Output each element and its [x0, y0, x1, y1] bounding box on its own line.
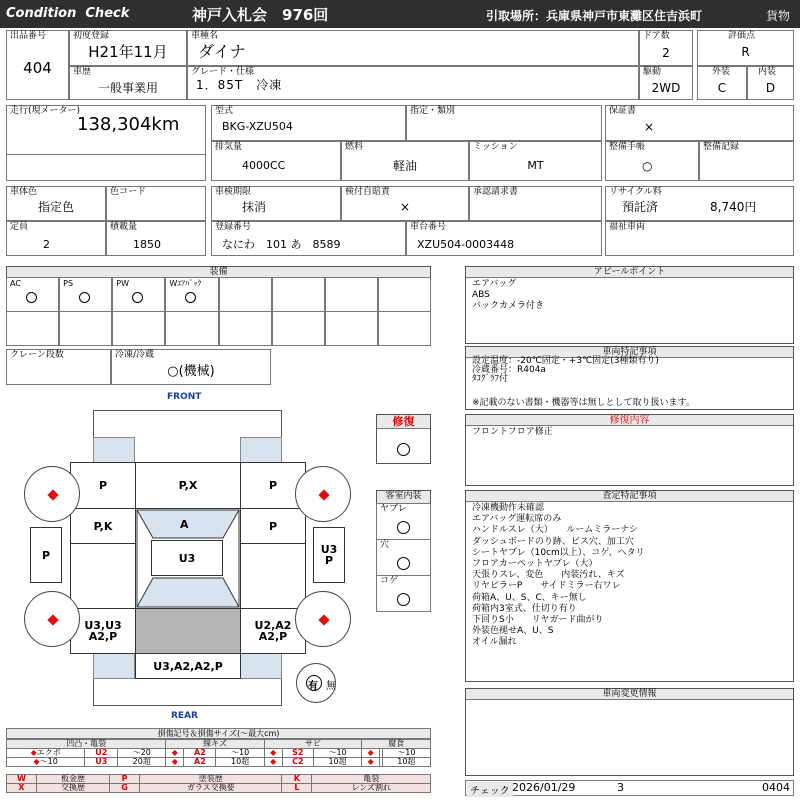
cabin-item: [376, 503, 431, 540]
repair-title: 修復: [377, 415, 430, 429]
legend-marker: ◆: [264, 758, 282, 767]
equipment-slot: [165, 277, 218, 312]
equipment-label: PW: [116, 279, 129, 288]
legend-code: L: [282, 784, 312, 793]
note-line: オイル漏れ: [472, 637, 517, 648]
panel-right-front-door[interactable]: P: [240, 508, 306, 544]
appeal-panel: [465, 266, 794, 344]
eval-score: R: [741, 45, 750, 59]
panel-right-mid[interactable]: [240, 543, 306, 609]
check-code: 0404: [762, 781, 790, 794]
equipment-slot: [325, 277, 378, 312]
first-reg-cell: 初度登録 H21年11月: [69, 30, 187, 66]
note-line: 外装色褪せA、U、S: [472, 626, 554, 637]
load-capacity: 1850: [133, 238, 161, 251]
vehicle-notes-lines: [472, 357, 659, 384]
equipment-mark: [26, 292, 37, 303]
note-line: バックカメラ付き: [472, 301, 545, 311]
appeal-title: アピールポイント: [466, 267, 793, 278]
note-line: エアバッグ: [472, 279, 517, 289]
interior-cell: 内装 D: [747, 66, 794, 100]
panel-left-front-door[interactable]: P,K: [70, 508, 136, 544]
crane-cell: クレーン段数: [6, 349, 111, 385]
change-info-title: 車両変更情報: [466, 689, 793, 700]
legend-group-name: 腐食: [362, 740, 431, 749]
damage-code-table: [6, 774, 431, 793]
wheel-front-right[interactable]: [295, 466, 351, 522]
panel-front-left[interactable]: P: [70, 462, 136, 509]
equipment-slot: [59, 311, 112, 346]
note-line: フロアカーペットヤブレ（大）: [472, 559, 598, 570]
repair-mark: [397, 443, 410, 456]
legend-size: 10超: [313, 758, 361, 767]
legend-size: 〜10: [216, 749, 264, 758]
front-label: FRONT: [167, 392, 202, 402]
panel-right-side[interactable]: U3 P: [313, 527, 345, 583]
legend-title: 損傷記号＆損傷サイズ(〜最大cm): [6, 728, 431, 739]
auction-title: 神戸入札会 976回: [192, 6, 329, 24]
equipment-slot: [272, 277, 325, 312]
mission: MT: [527, 159, 544, 172]
welfare-cell: 福祉車両: [605, 221, 794, 256]
rear-right-lamp: [240, 653, 282, 679]
cabin-item: [376, 575, 431, 612]
grade-cell: グレード・仕様 1．85T 冷凍: [187, 66, 639, 100]
equipment-slot: [219, 311, 272, 346]
lot-cell: 出品番号 404: [6, 30, 69, 100]
note-line: 荷箱内3室式、仕切り有り: [472, 603, 577, 614]
note-line: シートヤブレ（10cm以上）、コゲ、ヘタリ: [472, 547, 645, 558]
rear-window-shape: [137, 578, 239, 607]
equipment-slot: [378, 311, 431, 346]
damage-size-table: [6, 739, 431, 767]
equipment-slot: [272, 311, 325, 346]
windshield-code: A: [180, 518, 189, 531]
plate-cell: 登録番号 なにわ 101 あ 8589: [211, 221, 406, 256]
doors: 2: [662, 46, 670, 60]
history-cell: 車歴 一般事業用: [69, 66, 187, 100]
body-color: 指定色: [37, 200, 74, 214]
inspection-expiry: 抹消: [242, 200, 267, 214]
model-cell: 車種名 ダイナ: [187, 30, 639, 66]
equipment-label: AC: [10, 279, 21, 288]
vehicle-notes-panel: [465, 346, 794, 410]
note-line: ダッシュボードのり跡、ビス穴、加工穴: [472, 536, 634, 547]
legend-marker: ◆: [166, 758, 184, 767]
drive-cell: 駆動 2WD: [639, 66, 693, 100]
drive: 2WD: [651, 81, 681, 95]
inspection-notes-title: 査定特記事項: [466, 491, 793, 502]
type-cell: 型式 BKG-XZU504: [211, 105, 406, 141]
cabin-title: 客室内装: [377, 491, 430, 504]
equipment-slot: [6, 277, 59, 312]
equipment-slot: [59, 277, 112, 312]
cabin-item-mark: [397, 521, 410, 534]
legend-code-desc: 交換歴: [37, 784, 110, 793]
legend-marker: ◆: [264, 749, 282, 758]
capacity-cell: 定員 2: [6, 221, 106, 256]
equipment-slot: [112, 311, 165, 346]
legend-size: 10超: [216, 758, 264, 767]
cabin-item: [376, 539, 431, 576]
check-label: チェック: [467, 782, 513, 797]
legend-code-desc: ガラス交換要: [140, 784, 282, 793]
legend-size: 〜10: [382, 749, 430, 758]
wheel-front-left[interactable]: [24, 466, 80, 522]
spare-no: 無: [326, 681, 336, 692]
repair-detail: フロントフロア修正: [472, 427, 553, 437]
panel-hood[interactable]: P,X: [135, 462, 241, 509]
equipment-slot: [165, 311, 218, 346]
rear-left-lamp: [93, 653, 135, 679]
appeal-lines: [472, 279, 544, 312]
chassis-number: XZU504-0003448: [417, 238, 515, 251]
inspection-notes-panel: [465, 490, 794, 682]
inspection-notes-lines: [472, 503, 645, 649]
mileage: 138,304km: [77, 114, 180, 135]
model-name: ダイナ: [198, 42, 246, 61]
fridge-type: ○(機械): [167, 364, 215, 379]
fuel: 軽油: [392, 159, 417, 173]
legend-code-desc: 亀裂: [312, 775, 431, 784]
liability: ×: [399, 200, 411, 214]
equipment-slot: [112, 277, 165, 312]
note-line: 設定温度：-20℃固定・+3℃固定(3種類有り): [472, 356, 659, 366]
cabin-item-label: コゲ: [380, 576, 399, 586]
legend-marker: ◆エクボ: [7, 749, 85, 758]
vehicle-notes-footer: ※記載のない書類・機器等は無しとして取り扱います。: [472, 398, 695, 408]
note-line: 天張りスレ、変色 内装汚れ、キズ: [472, 570, 625, 581]
cabin-item-label: ヤブレ: [380, 504, 407, 514]
repair-detail-panel: [465, 414, 794, 486]
cabin-item-label: 穴: [380, 540, 390, 550]
color-cell: 車体色 指定色: [6, 186, 106, 221]
eval-cell: 評価点 R: [697, 30, 794, 66]
legend-code-desc: 塗装歴: [140, 775, 282, 784]
load-cell: 積載量 1850: [106, 221, 206, 256]
legend-symbol: S2: [282, 749, 313, 758]
panel-roof[interactable]: [135, 608, 241, 654]
wheel-rear-left[interactable]: [24, 591, 80, 647]
plate-number: なにわ 101 あ 8589: [222, 238, 341, 251]
inspection-cell: 車検期限 抹消: [211, 186, 341, 221]
vehicle-notes-title: 車両特記事項: [466, 347, 793, 358]
model-type: BKG-XZU504: [222, 120, 293, 133]
legend-size: 20超: [118, 758, 166, 767]
legend-desc: エクボ: [36, 748, 61, 757]
note-line: リヤピラーP サイドミラー右ワレ: [472, 581, 621, 592]
cabin-item-mark: [397, 557, 410, 570]
legend-marker: ◆: [362, 758, 380, 767]
legend-marker: ◆: [166, 749, 184, 758]
legend-group-name: サビ: [264, 740, 361, 749]
note-line: 下回りS小 リヤガード曲がり: [472, 615, 604, 626]
note-line: ABS: [472, 290, 490, 300]
first-registration: H21年11月: [88, 43, 168, 61]
legend-size: 10超: [382, 758, 430, 767]
repair-detail-title: 修復内容: [466, 415, 793, 426]
note-line: 冷蔵番号：R404a: [472, 365, 546, 375]
wheel-rear-right[interactable]: [295, 591, 351, 647]
recycle-status: 預託済: [622, 200, 659, 214]
legend-code: X: [7, 784, 37, 793]
legend-group-name: 線キズ: [166, 740, 264, 749]
equipment-slot: [219, 277, 272, 312]
doors-cell: ドア数 2: [639, 30, 693, 66]
rear-label: REAR: [171, 711, 198, 721]
category-label: 貨物: [766, 9, 791, 23]
legend-symbol: A2: [184, 758, 216, 767]
legend-marker: ◆〜10: [7, 758, 85, 767]
maintenance-manual: ○: [642, 159, 653, 173]
cabin-list: [376, 503, 431, 611]
cabin-item-mark: [397, 593, 410, 606]
equipment-title: 装備: [7, 267, 430, 278]
note-line: 荷箱A、U、S、C、キー無し: [472, 592, 587, 603]
legend-code-desc: レンズ割れ: [312, 784, 431, 793]
panel-roof-center[interactable]: U3: [151, 540, 223, 576]
fridge-cell: 冷凍/冷蔵 ○(機械): [111, 349, 271, 385]
legend-code: K: [282, 775, 312, 784]
warranty-cell: 保証書 ×: [605, 105, 794, 141]
legend-group-name: 凹凸・亀裂: [7, 740, 166, 749]
equipment-slot: [6, 311, 59, 346]
equipment-mark: [79, 292, 90, 303]
recycle-fee: 8,740円: [710, 200, 757, 214]
legend-size: 〜20: [118, 749, 166, 758]
check-number: 3: [617, 781, 624, 794]
recycle-cell: リサイクル料 預託済 8,740円: [605, 186, 794, 221]
designation-cell: 指定・類別: [406, 105, 602, 141]
note-line: ハンドルスレ（大） ルームミラーナシ: [472, 525, 639, 536]
check-date: 2026/01/29: [512, 781, 576, 794]
legend-code-desc: 板金歴: [37, 775, 110, 784]
note-line: 冷凍機動作未確認: [472, 503, 545, 513]
equipment-mark: [132, 292, 143, 303]
legend-code: W: [7, 775, 37, 784]
displacement: 4000CC: [242, 159, 286, 172]
legend-code: P: [110, 775, 140, 784]
equipment-grid: [6, 277, 431, 346]
front-left-lamp: [93, 437, 135, 463]
equipment-slot: [378, 277, 431, 312]
grade: 1．85T 冷凍: [196, 78, 283, 92]
panel-rear-right[interactable]: U2,A2 A2,P: [240, 608, 306, 654]
chassis-cell: 車台番号 XZU504-0003448: [406, 221, 602, 256]
lot-number: 404: [23, 59, 52, 77]
pickup-location: 引取場所：兵庫県神戸市東灘区住吉浜町: [486, 9, 703, 23]
note-line: ﾀｺｸﾞﾗﾌ付: [472, 374, 509, 384]
color-code-cell: 色コード: [106, 186, 206, 221]
exterior-grade: C: [717, 81, 727, 95]
note-line: エアバッグ運転席のみ: [472, 514, 562, 525]
equipment-slot: [325, 311, 378, 346]
panel-rear-left[interactable]: U3,U3 A2,P: [70, 608, 136, 654]
legend-size: 〜10: [313, 749, 361, 758]
legend-code: G: [110, 784, 140, 793]
warranty: ×: [644, 120, 655, 134]
mission-cell: ミッション MT: [469, 141, 602, 181]
change-info-panel: [465, 688, 794, 776]
panel-front-right[interactable]: P: [240, 462, 306, 509]
mileage-cell: 走行(現メーター) 138,304km: [6, 105, 206, 181]
panel-rear-bumper[interactable]: U3,A2,A2,P: [135, 653, 241, 679]
legend-marker: ◆: [362, 749, 380, 758]
legend-symbol: U3: [85, 758, 118, 767]
equipment-mark: [185, 292, 196, 303]
approval-cell: 承認請求書: [469, 186, 602, 221]
equipment-label: PS: [63, 279, 74, 288]
spare-yes: 有: [308, 681, 318, 692]
panel-left-mid[interactable]: [70, 543, 136, 609]
panel-left-side[interactable]: P: [30, 527, 62, 583]
exterior-cell: 外装 C: [697, 66, 747, 100]
legend-symbol: C2: [282, 758, 313, 767]
repair-box: [376, 414, 431, 464]
record-cell: 整備記録: [699, 141, 794, 181]
fuel-cell: 燃料 軽油: [341, 141, 469, 181]
manual-cell: 整備手帳 ○: [605, 141, 699, 181]
equipment-label: Wｴｱﾊﾞｯｸ: [169, 279, 202, 288]
history: 一般事業用: [97, 81, 158, 95]
interior-grade: D: [765, 81, 776, 95]
front-right-lamp: [240, 437, 282, 463]
legend-desc: 〜10: [39, 757, 58, 766]
displacement-cell: 排気量 4000CC: [211, 141, 341, 181]
liability-cell: 検付自賠責 ×: [341, 186, 469, 221]
legend-symbol: U2: [85, 749, 118, 758]
legend-symbol: A2: [184, 749, 216, 758]
capacity: 2: [43, 238, 50, 251]
brand-title: Condition Check: [6, 6, 130, 21]
